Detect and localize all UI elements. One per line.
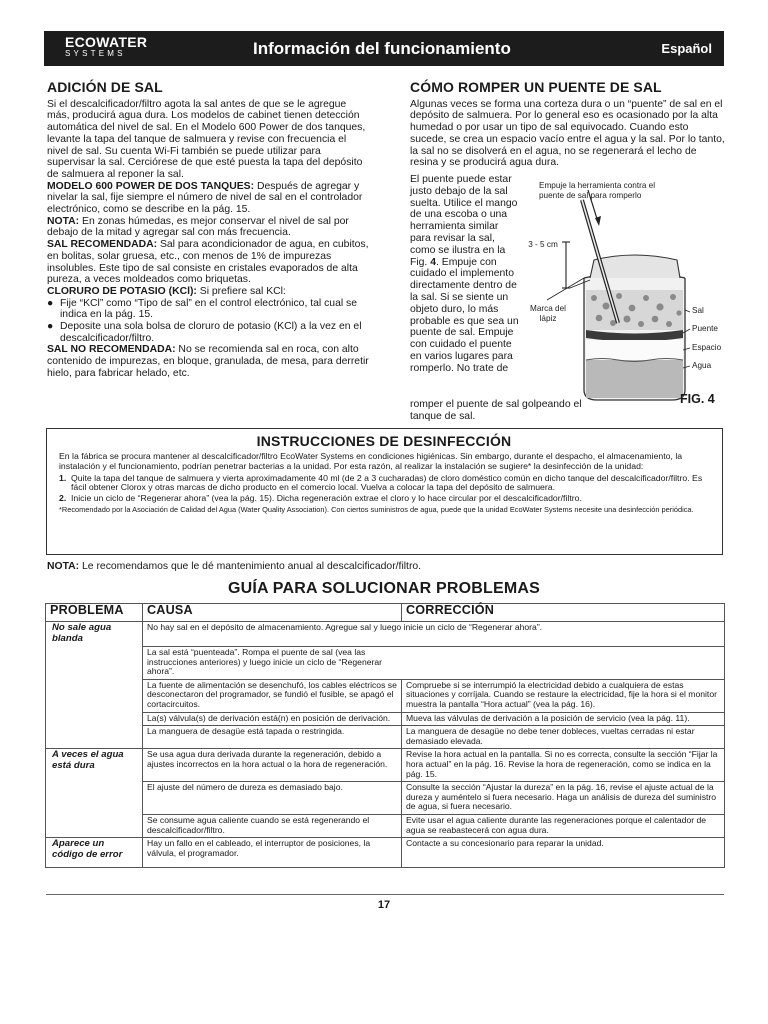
salt-label: Sal	[692, 306, 704, 315]
adding-salt-intro: Si el descalcificador/filtro agota la sal antes de que se le agregue más, producirá agua dura. Los modelos de cabinet tienen detección automática del nivel de sal. En el Modelo 600 Power de dos tanques, levante la tapa del tanque de salmuera y revise con frecuencia el nivel de sal. Su cuenta Wi-Fi también se puede utilizar para supervisar la sal. Cerciórese de que esté puesta la tapa del depósito de salmuera al reponer la sal.	[47, 98, 366, 180]
table-row	[46, 815, 725, 838]
salt-bridge-section	[410, 79, 725, 169]
page-title: Información del funcionamiento	[253, 39, 511, 58]
footer-divider	[46, 894, 724, 895]
table-row	[46, 749, 725, 782]
fix-cell: Compruebe si se interrumpió la electricidad debido a cualquiera de estas situaciones y corríjala. Cuando se restaure la electricidad, fije la hora si el monitor muestra la pantalla “Hora actual” (vea la pág. 16).	[402, 679, 725, 712]
bridge-label: Puente	[692, 324, 718, 333]
problem-cell: A veces el agua está dura	[46, 749, 143, 782]
bridge-fig-ref: 4	[430, 256, 436, 268]
not-recommended-label: SAL NO RECOMENDADA:	[47, 344, 176, 356]
fix-cell: Consulte la sección “Ajustar la dureza” en la pág. 16, revise el ajuste actual de la dureza y auméntelo si fuera necesario. Haga un análisis de dureza del suministro de agua, si fuera necesario.	[402, 782, 725, 815]
problem-cell-empty	[46, 679, 143, 712]
disinfection-step	[59, 474, 709, 494]
kcl-bullet-2	[47, 321, 370, 344]
disinfection-footnote: *Recomendado por la Asociación de Calidad del Agua (Water Quality Association). Con ciertos suministros de agua, puede que la unidad EcoWater Systems necesite una desinfección periódica.	[59, 504, 694, 514]
bridge-text-a: El puente puede estar justo debajo de la sal suelta. Utilice el mango de una escoba o una herramienta similar para revisar la sal, como se ilustra en la Fig.	[410, 174, 518, 268]
cause-cell: La manguera de desagüe está tapada o restringida.	[143, 726, 402, 749]
not-recommended-text: No se recomienda sal en roca, con alto contenido de impurezas, en bloque, granulada, de mesa, para derretir hielo, para fabricar helado, etc.	[47, 344, 369, 379]
problem-cell: No sale agua blanda	[46, 622, 143, 647]
figure-4	[522, 178, 724, 413]
space-label: Espacio	[692, 343, 722, 352]
troubleshooting-table	[45, 603, 725, 868]
table-row	[46, 838, 725, 868]
not-recommended-paragraph	[47, 344, 370, 379]
disinfection-heading: INSTRUCCIONES DE DESINFECCIÓN	[256, 433, 512, 449]
kcl-paragraph	[47, 286, 370, 298]
figure-caption: FIG. 4	[680, 392, 715, 406]
adding-salt-heading: ADICIÓN DE SAL	[47, 79, 163, 95]
table-row	[46, 622, 725, 647]
bullet-icon: ●	[47, 297, 54, 309]
problem-cell-empty	[46, 815, 143, 838]
model-600-paragraph	[47, 181, 370, 216]
disinfection-intro: En la fábrica se procura mantener al descalcificador/filtro EcoWater Systems en condiciones higiénicas. Sin embargo, durante el despacho, el almacenamiento, la instalación y el funcionamiento, podrían penetrar bacterias a la unidad. Por esta razón, al realizar la instalación se sugiere* la desinfección de la unidad:	[59, 451, 683, 471]
problem-cell: Aparece un código de error	[46, 838, 143, 868]
disinfection-steps	[59, 474, 709, 504]
model-600-text: Después de agregar y nivelar la sal, fije siempre el número de nivel de sal en el controlador electrónico, como se describe en la pág. 15.	[47, 180, 363, 216]
kcl-text: Si prefiere sal KCl:	[196, 285, 286, 297]
salt-bridge-intro: Algunas veces se forma una corteza dura o un “puente” de sal en el depósito de salmuera. Por lo general eso es ocasionado por la alta humedad o por usar un tipo de sal equivocado. Cuando esto sucede, se crea un espacio vacío entre el agua y la sal. Por lo tanto, la sal no se disolverá en el agua, no se regenerará el lecho de resina y se producirá agua dura.	[410, 98, 725, 169]
step-number: 1.	[59, 472, 67, 483]
bullet-icon: ●	[47, 321, 54, 333]
problem-cell-empty	[46, 726, 143, 749]
language-label: Español	[661, 41, 712, 56]
measure-label: 3 - 5 cm	[528, 240, 558, 249]
water-label: Agua	[692, 361, 712, 370]
maintenance-note-label: NOTA:	[47, 561, 80, 572]
page-number: 17	[377, 899, 391, 911]
humid-note-text: En zonas húmedas, es mejor conservar el nivel de sal por debajo de la mitad y agregar sal con más frecuencia.	[47, 215, 349, 239]
pencil-mark-label: Marca del lápiz	[530, 304, 566, 323]
recommended-salt-label: SAL RECOMENDADA:	[47, 239, 158, 251]
recommended-salt-text: Sal para acondicionador de agua, en cubitos, en bolitas, solar gruesa, etc., con menos de 1% de impurezas insolubles. Este tipo de sal consiste en cristales evaporados de alta pureza, a veces moldeados como briquetas.	[47, 239, 369, 286]
fix-cell: Evite usar el agua caliente durante las regeneraciones porque el calentador de agua se reabastecerá con agua dura.	[402, 815, 725, 838]
kcl-bullet-1-text: Fije “KCl” como “Tipo de sal” en el control electrónico, tal cual se indica en la pág. 15.	[60, 297, 358, 321]
cause-cell: El ajuste del número de dureza es demasiado bajo.	[143, 782, 402, 815]
table-row	[46, 647, 725, 680]
salt-bridge-heading: CÓMO ROMPER UN PUENTE DE SAL	[410, 79, 662, 95]
page-header	[44, 31, 724, 66]
header-problem: PROBLEMA	[46, 604, 143, 622]
humid-note-paragraph	[47, 216, 370, 239]
brand-name: ECOWATER	[65, 34, 148, 50]
cause-cell: Se consume agua caliente cuando se está regenerando el descalcificador/filtro.	[143, 815, 402, 838]
cause-cell: Se usa agua dura derivada durante la regeneración, debido a ajustes incorrectos en la hora actual o la hora de regeneración.	[143, 749, 402, 782]
table-row	[46, 726, 725, 749]
step-text: Quite la tapa del tanque de salmuera y vierta aproximadamente 40 ml (de 2 a 3 cucharadas) de cloro doméstico común en dicho tanque del descalcificador/filtro. Es fácil obtener Clorox y otras marcas de dicho producto en el comercio local. Vuelva a colocar la tapa del depósito de salmuera.	[71, 472, 703, 493]
table-row	[46, 679, 725, 712]
header-fix: CORRECCIÓN	[402, 604, 725, 622]
problem-cell-empty	[46, 647, 143, 680]
push-tool-label: Empuje la herramienta contra el puente de sal para romperlo	[539, 181, 656, 200]
model-600-label: MODELO 600 POWER DE DOS TANQUES:	[47, 180, 255, 192]
header-cause: CAUSA	[143, 604, 402, 622]
cause-cell-wide: La sal está “puenteada”. Rompa el puente de sal (vea las instrucciones anteriores) y luego inicie un ciclo de “Regenerar ahora”.	[143, 647, 725, 680]
disinfection-step	[59, 494, 709, 504]
cause-cell: La(s) válvula(s) de derivación está(n) en posición de derivación.	[143, 712, 402, 726]
fix-cell: Contacte a su concesionario para reparar la unidad.	[402, 838, 725, 868]
table-row	[46, 782, 725, 815]
fix-cell: Revise la hora actual en la pantalla. Si no es correcta, consulte la sección “Fijar la hora actual” en la pág. 16. Revise la hora de regeneración, como se indica en la pág. 15.	[402, 749, 725, 782]
adding-salt-section	[47, 79, 370, 380]
maintenance-note	[47, 561, 421, 572]
cause-cell: Hay un fallo en el cableado, el interruptor de posiciones, la válvula, el programador.	[143, 838, 402, 868]
bridge-text-b: . Empuje con cuidado el implemento directamente dentro de la sal. Si se siente un objeto duro, lo más probable es que sea un puente de sal. Empuje con cuidado el puente en varios lugares para romperlo. No trate de	[410, 256, 519, 374]
step-text: Inicie un ciclo de “Regenerar ahora” (vea la pág. 15). Dicha regeneración extrae el cloro y lo hace circular por el descalcificador/filtro.	[71, 493, 582, 504]
disinfection-box	[46, 428, 723, 555]
problem-cell-empty	[46, 782, 143, 815]
salt-bridge-instructions-end: romper el puente de sal golpeando el tanque de sal.	[410, 399, 582, 422]
kcl-bullet-2-text: Deposite una sola bolsa de cloruro de potasio (KCl) a la vez en el descalcificador/filtro.	[60, 321, 362, 344]
maintenance-note-text: Le recomendamos que le dé mantenimiento anual al descalcificador/filtro.	[79, 561, 422, 572]
kcl-bullet-1	[47, 298, 370, 321]
table-header-row	[46, 604, 725, 622]
humid-note-label: NOTA:	[47, 215, 80, 227]
salt-tank-illustration	[522, 178, 724, 413]
brand-logo	[65, 35, 147, 58]
kcl-label: CLORURO DE POTASIO (KCl):	[47, 285, 197, 297]
salt-bridge-instructions	[410, 174, 522, 375]
problem-cell-empty	[46, 712, 143, 726]
cause-cell-wide: No hay sal en el depósito de almacenamiento. Agregue sal y luego inicie un ciclo de “Regenerar ahora”.	[143, 622, 725, 647]
step-number: 2.	[59, 493, 67, 504]
table-row	[46, 712, 725, 726]
fix-cell: La manguera de desagüe no debe tener dobleces, vueltas cerradas ni estar demasiado elevada.	[402, 726, 725, 749]
cause-cell: La fuente de alimentación se desenchufó, los cables eléctricos se desconectaron del programador, se fundió el fusible, se apagó el cortacircuitos.	[143, 679, 402, 712]
troubleshooting-title: GUÍA PARA SOLUCIONAR PROBLEMAS	[227, 580, 541, 597]
fix-cell: Mueva las válvulas de derivación a la posición de servicio (vea la pág. 11).	[402, 712, 725, 726]
recommended-salt-paragraph	[47, 239, 370, 286]
brand-subtitle: SYSTEMS	[65, 49, 126, 58]
